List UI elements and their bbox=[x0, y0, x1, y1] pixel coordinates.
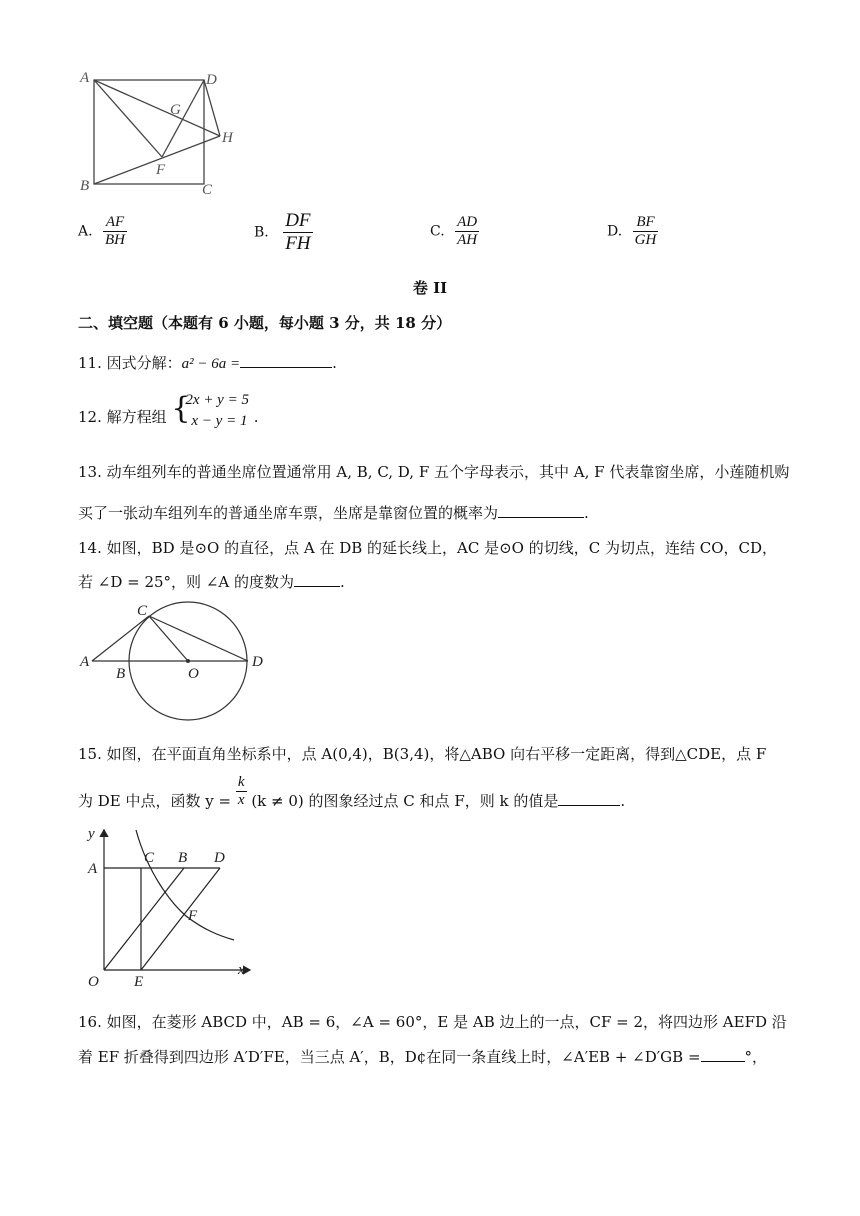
option-c[interactable]: C. $\frac{AD}{AH}$ bbox=[430, 214, 478, 248]
circle-figure bbox=[76, 600, 276, 725]
question-11: 11. 因式分解：a² − 6a = . bbox=[78, 354, 337, 372]
label-g: G bbox=[170, 102, 181, 118]
label-x: x bbox=[238, 962, 245, 978]
question-15-line2: 为 DE 中点，函数 y = $\frac{k}{x}$ (k ≠ 0) 的图象经过点 C 和点 F，则 k 的值是 . bbox=[78, 774, 626, 810]
option-a[interactable]: A. $\frac{AF}{BH}$ bbox=[78, 214, 126, 248]
label-o: O bbox=[88, 974, 99, 990]
option-d[interactable]: D. $\frac{BF}{GH}$ bbox=[607, 214, 657, 248]
question-13-line1: 13. 动车组列车的普通坐席位置通常用 A, B, C, D, F 五个字母表示，其中 A, F 代表靠窗坐席，小莲随机购 bbox=[78, 463, 790, 481]
question-16-line2: 着 EF 折叠得到四边形 A′D′FE，当三点 A′，B，D¢在同一条直线上时，∠A′EB + ∠D′GB = °， bbox=[78, 1048, 768, 1066]
label-b: B bbox=[80, 178, 90, 194]
question-14-line2: 若 ∠D = 25°，则 ∠A 的度数为 . bbox=[78, 573, 345, 591]
label-o: O bbox=[188, 666, 199, 682]
label-b: B bbox=[178, 850, 188, 866]
label-f: F bbox=[188, 908, 198, 924]
answer-blank-14[interactable] bbox=[294, 572, 340, 587]
label-y: y bbox=[88, 826, 95, 842]
answer-blank-15[interactable] bbox=[558, 791, 620, 806]
label-e: E bbox=[134, 974, 144, 990]
label-a: A bbox=[80, 654, 90, 670]
option-b[interactable]: B. $\frac{DF}{FH}$ bbox=[254, 210, 311, 254]
coordinate-figure bbox=[80, 824, 265, 996]
label-h: H bbox=[222, 130, 233, 146]
label-d: D bbox=[206, 72, 217, 88]
answer-blank-16[interactable] bbox=[701, 1047, 745, 1062]
label-c: C bbox=[202, 182, 213, 198]
square-figure bbox=[74, 66, 244, 200]
answer-blank-11[interactable] bbox=[240, 353, 332, 368]
label-d: D bbox=[214, 850, 225, 866]
label-f: F bbox=[156, 162, 166, 178]
label-a: A bbox=[80, 70, 90, 86]
question-13-line2: 买了一张动车组列车的普通坐席车票，坐席是靠窗位置的概率为 . bbox=[78, 504, 589, 522]
question-12: 12. 解方程组 { 2x + y = 5 x − y = 1 . bbox=[78, 391, 259, 429]
section-title: 二、填空题（本题有 6 小题，每小题 3 分，共 18 分） bbox=[78, 314, 452, 332]
question-14-line1: 14. 如图，BD 是⊙O 的直径，点 A 在 DB 的延长线上，AC 是⊙O 的切线，C 为切点，连结 CO，CD， bbox=[78, 539, 778, 557]
label-c: C bbox=[144, 850, 155, 866]
label-a: A bbox=[88, 861, 98, 877]
label-c: C bbox=[137, 603, 148, 619]
label-d: D bbox=[252, 654, 263, 670]
answer-blank-13[interactable] bbox=[498, 503, 584, 518]
question-16-line1: 16. 如图，在菱形 ABCD 中，AB = 6，∠A = 60°，E 是 AB 边上的一点，CF = 2，将四边形 AEFD 沿 bbox=[78, 1013, 787, 1031]
label-b: B bbox=[116, 666, 126, 682]
volume-title: 卷 II bbox=[412, 279, 448, 297]
question-15-line1: 15. 如图，在平面直角坐标系中，点 A(0,4)，B(3,4)，将△ABO 向右平移一定距离，得到△CDE，点 F bbox=[78, 745, 767, 763]
